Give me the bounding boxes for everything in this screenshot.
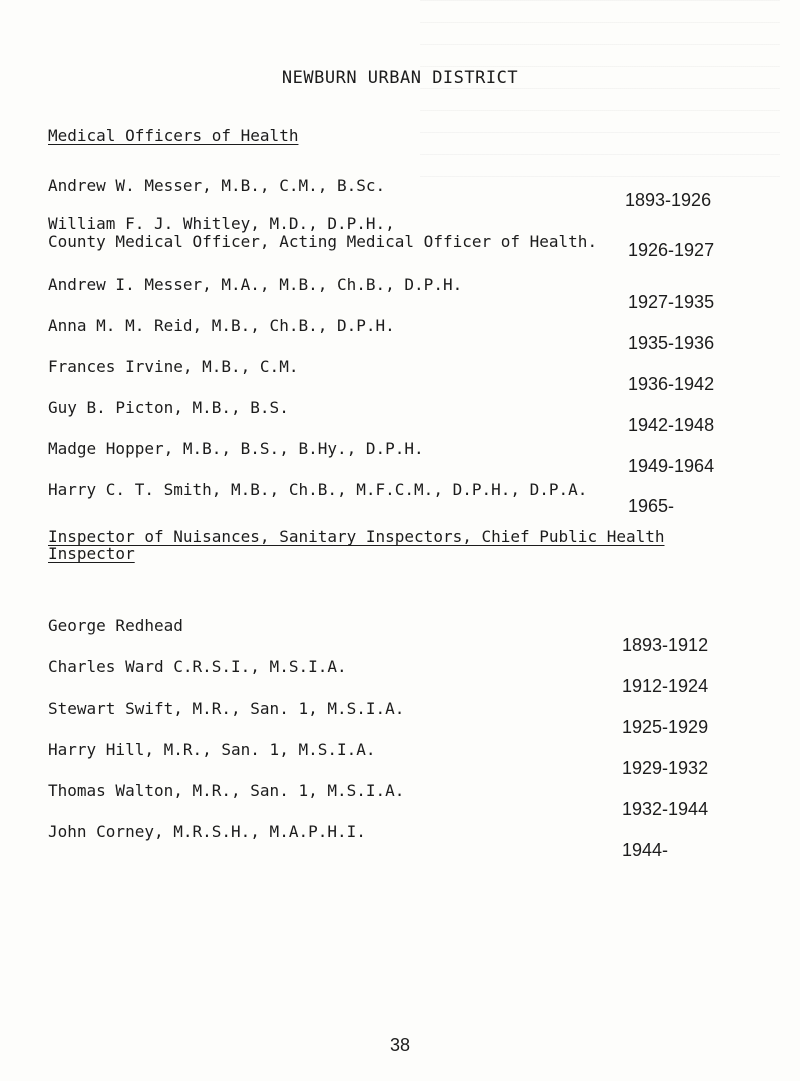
officer-name: Madge Hopper, M.B., B.S., B.Hy., D.P.H. [48,439,424,458]
show-through-text [420,0,780,180]
officer-name: Guy B. Picton, M.B., B.S. [48,398,289,417]
officer-name: Frances Irvine, M.B., C.M. [48,357,299,376]
service-years: 1926-1927 [628,240,715,260]
inspector-name: Stewart Swift, M.R., San. 1, M.S.I.A. [48,699,405,718]
service-years: 1942-1948 [628,415,715,435]
inspector-name: Thomas Walton, M.R., San. 1, M.S.I.A. [48,781,405,800]
inspector-name: John Corney, M.R.S.H., M.A.P.H.I. [48,822,366,841]
service-years: 1935-1936 [628,333,715,353]
service-years: 1929-1932 [622,758,709,778]
inspectors-title: Inspector of Nuisances, Sanitary Inspectors, Chief Public Health Inspector [48,527,665,563]
officer-name: Andrew W. Messer, M.B., C.M., B.Sc. [48,176,386,195]
service-years: 1925-1929 [622,717,709,737]
service-years: 1944- [622,840,669,860]
service-years: 1965- [628,496,675,516]
officer-name: Anna M. M. Reid, M.B., Ch.B., D.P.H. [48,316,395,335]
service-years: 1893-1912 [622,635,709,655]
service-years: 1893-1926 [625,190,712,210]
officer-name: Andrew I. Messer, M.A., M.B., Ch.B., D.P.H. [48,275,463,294]
officer-role: County Medical Officer, Acting Medical Officer of Health. [48,232,598,251]
inspector-name: Harry Hill, M.R., San. 1, M.S.I.A. [48,740,376,759]
service-years: 1949-1964 [628,456,715,476]
inspector-name: Charles Ward C.R.S.I., M.S.I.A. [48,657,347,676]
medical-officers-title: Medical Officers of Health [48,126,299,145]
officer-name: William F. J. Whitley, M.D., D.P.H., [48,214,395,233]
service-years: 1912-1924 [622,676,709,696]
inspector-name: George Redhead [48,616,183,635]
service-years: 1932-1944 [622,799,709,819]
service-years: 1927-1935 [628,292,715,312]
district-heading: NEWBURN URBAN DISTRICT [281,68,519,88]
officer-name: Harry C. T. Smith, M.B., Ch.B., M.F.C.M., D.P.H., D.P.A. [48,480,588,499]
service-years: 1936-1942 [628,374,715,394]
page-number: 38 [389,1035,411,1055]
